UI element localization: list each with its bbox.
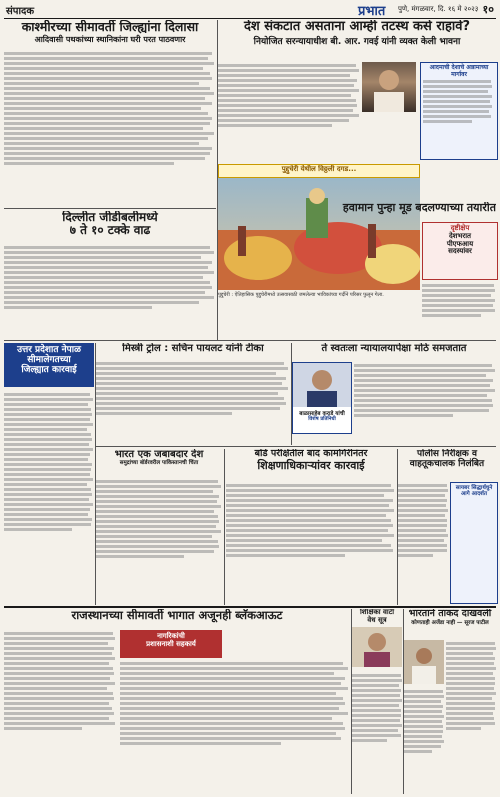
bjp-name: बाळासाहेब कराडे यांची <box>299 411 345 417</box>
body-text-bharat-lower <box>404 688 444 794</box>
subheadline-delhi: ७ ते १० टक्के वाढ <box>69 223 151 238</box>
prakash-line-1: देशभरात <box>448 231 472 240</box>
headline-bharat: भारताने ताकद दाखवली <box>408 609 492 619</box>
divider <box>96 446 496 447</box>
column-rule <box>351 609 352 794</box>
column-rule <box>403 609 404 794</box>
article-te-swatah <box>292 343 496 359</box>
headline-kashmir: काश्मीरच्या सीमावर्ती जिल्ह्यांना दिलासा <box>21 20 199 34</box>
headline-rajasthan: राजस्थानच्या सीमावर्ती भागात अजूनही ब्लॅकआऊट <box>71 609 283 622</box>
article-police <box>398 449 496 479</box>
bjp-role: विशेष प्रतिनिधी <box>308 416 336 423</box>
article-jababdar <box>96 449 222 477</box>
prakash-label: दृष्टीक्षेप <box>450 224 470 232</box>
title-tenali: आदमाची देशाचे अन्नामाच्या मार्गावर <box>429 64 489 78</box>
body-text-rajasthan-mid <box>120 660 350 794</box>
divider <box>4 208 216 209</box>
body-text-jababdar <box>96 478 222 602</box>
box-cyber <box>450 482 498 604</box>
body-text-police <box>398 482 448 602</box>
body-text-kashmir <box>4 50 216 208</box>
photo-gavai <box>362 62 416 112</box>
subheadline-kashmir: आदिवासी पथकांच्या स्थानिकांना घरी परत पाठवणार <box>34 35 186 44</box>
body-text-board <box>226 482 396 602</box>
headline-police-1: पोलीस निरीक्षक व <box>417 449 477 459</box>
photo-caption: पुद्दुचेरी : ऐतिहासिक पुद्दुचेरीमध्ये उत्सवासाठी जमलेल्या भाविकांच्या गर्दीने परिसर फुलून गेला. <box>218 292 384 298</box>
body-text-desh-sankat <box>218 62 360 162</box>
shikshika-subtitle: वेध सूत्र <box>367 615 387 624</box>
page-number: १० <box>482 3 494 16</box>
headline-jababdar: भारत एक जबाबदार देश <box>114 449 204 460</box>
headline-mishri: मिस्त्री ट्रोल : सचिन पायलट यांनी टीका <box>122 343 264 354</box>
article-bharat <box>404 609 496 637</box>
portrait-karade <box>293 363 351 407</box>
photo-procession <box>218 178 420 290</box>
civic-title: नागरिकांची <box>157 632 185 640</box>
column-rule <box>217 20 218 340</box>
body-text-delhi <box>4 244 216 338</box>
subheadline-bharat: कोणताही अजेंडा नाही — सूरज पाटील <box>411 619 489 626</box>
body-text-tenali <box>423 78 493 156</box>
headline-board-2: शिक्षणाधिकाऱ्यांवर कारवाई <box>257 458 365 472</box>
column-rule <box>291 343 292 445</box>
body-text-shikshika <box>352 672 402 794</box>
headline-nepal-3: जिल्ह्यात कारवाई <box>21 365 77 376</box>
civic-subtitle: प्रशासनाशी सहकार्य <box>146 639 196 648</box>
prakash-line-3: सदस्यांवर <box>448 247 472 256</box>
box-bjp <box>292 362 352 434</box>
prakash-line-2: पीएफआय <box>446 239 474 248</box>
headline-desh-sankat: देश संकटात असताना आम्ही तटस्थ कसे राहावे? <box>243 20 471 34</box>
section-label: संपादक <box>6 6 35 17</box>
body-text-nepal <box>4 391 94 601</box>
headline-nepal-2: सीमालेगतच्या <box>27 355 71 366</box>
headline-hawaman: हवामान पुन्हा मूड बदलण्याच्या तयारीत <box>342 202 496 214</box>
divider <box>4 606 496 608</box>
article-rajasthan <box>4 609 350 627</box>
issue-date: पुणे, मंगळवार, दि. १६ मे २०२३ <box>398 5 479 13</box>
article-board <box>226 449 396 479</box>
newspaper-logo: प्रभात <box>358 4 386 19</box>
cyber-line-1: सायबर सिद्धार्थधुने <box>455 485 493 491</box>
column-rule <box>397 449 398 605</box>
banner-puneri <box>218 164 420 178</box>
divider <box>96 340 496 341</box>
portrait-suraj-patil <box>404 640 444 684</box>
article-mishri <box>96 343 290 359</box>
headline-police-2: वाहतूकचालक निलंबित <box>409 459 485 470</box>
photo-suraj-patil <box>404 640 444 684</box>
portrait-shikshika <box>352 627 402 667</box>
headline-te-swatah: ते स्वतःला न्यायालयापेक्षा मोठे समजतात <box>321 343 467 354</box>
body-text-mishri <box>96 360 290 444</box>
subheadline-jababdar: समुद्रांच्या बॉर्डरवरील पाकिस्तानची चिंता <box>119 460 199 467</box>
body-text-rajasthan-left <box>4 630 116 794</box>
subheadline-desh-sankat: नियोजित सरन्यायाधीश बी. आर. गवई यांनी व्यक्त केली भावना <box>253 36 461 47</box>
body-text-te-swatah <box>354 362 496 444</box>
headline-delhi: दिल्लीत जीडीबलीमध्ये <box>62 211 158 224</box>
cyber-line-2: आगे आदर्शत <box>460 491 488 498</box>
hawaman-title <box>246 202 496 218</box>
box-civic <box>120 630 222 658</box>
column-rule <box>224 449 225 605</box>
body-text-hawaman <box>422 282 496 336</box>
box-prakash <box>422 222 498 280</box>
article-delhi <box>4 211 216 243</box>
portrait-figure <box>362 62 416 112</box>
headline-board-1: बोर्ड परीक्षेतील बाद कामगिरीनंतर <box>254 449 368 459</box>
procession-photo <box>218 178 420 290</box>
body-text-bharat <box>446 640 496 794</box>
banner-puneri-label: पुद्दुचेरी येथील विठ्ठली दगड... <box>281 165 357 173</box>
page-header <box>4 2 496 19</box>
column-rule <box>95 343 96 605</box>
article-desh-sankat <box>218 20 496 60</box>
article-nepal <box>4 343 94 387</box>
shikshika-title: शिक्षिका वाटी <box>359 609 395 616</box>
headline-nepal-1: उत्तर प्रदेशात नेपाळ <box>17 345 81 355</box>
